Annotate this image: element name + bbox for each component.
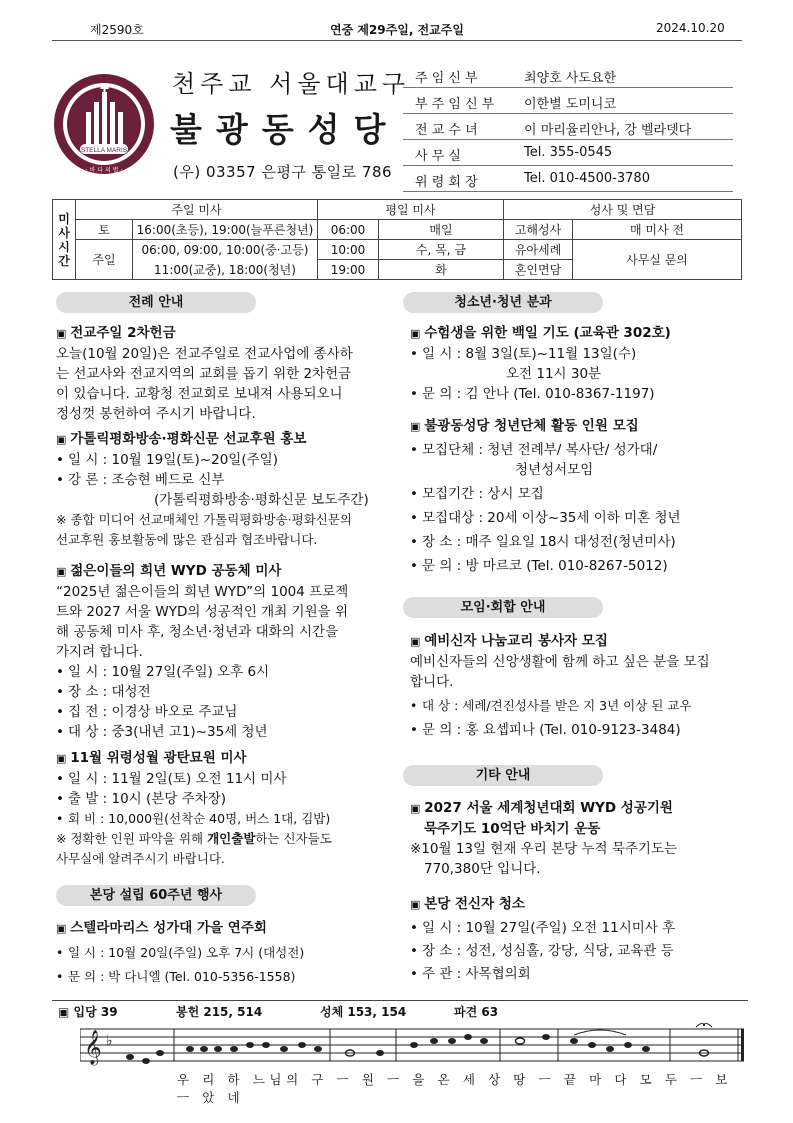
- sunday-label: 주일: [76, 240, 133, 280]
- staff-row: 부 주 임 신 부 이한별 도미니코: [403, 88, 733, 114]
- notice-wyd-rosary: ▣ 2027 서울 세계청년대회 WYD 성공기원 묵주기도 10억단 바치기 운동 ※10월 13일 현재 우리 본당 누적 묵주기도는 770,380단 입니다.: [410, 798, 740, 879]
- hymn-dismissal: 파견 63: [454, 1005, 499, 1019]
- parish-seal-logo: [52, 72, 156, 176]
- staff-row: 위 령 회 장 Tel. 010-4500-3780: [403, 166, 733, 192]
- weekday-mass-header: 평일 미사: [318, 200, 504, 220]
- staff-directory: [403, 62, 733, 192]
- section-pill-liturgy: 전례 안내: [56, 292, 256, 313]
- hymn-communion: 성체 153, 154: [320, 1005, 407, 1019]
- sacrament-value: 매 미사 전: [573, 220, 742, 240]
- notice-exam-prayer: ▣ 수험생을 위한 백일 기도 (교육관 302호) • 일 시 : 8월 3일(토)~11월 13일(수) 오전 11시 30분 • 문 의 : 김 안나 (Tel. 010-8367-1197): [410, 323, 740, 404]
- weekday-time: 10:00: [318, 240, 379, 260]
- notice-title: ▣ 스텔라마리스 성가대 가을 연주회: [56, 918, 386, 939]
- saturday-times: 16:00(초등), 19:00(늘푸른청년): [133, 220, 318, 240]
- liturgical-week: 연중 제29주일, 전교주일: [330, 23, 464, 37]
- weekday-day: 화: [379, 260, 504, 280]
- hymn-entrance: ▣ 입당 39: [58, 1005, 118, 1019]
- weekday-time: 19:00: [318, 260, 379, 280]
- notice-title: ▣ 가톨릭평화방송·평화신문 선교후원 홍보: [56, 429, 386, 450]
- hymn-section: [52, 1000, 748, 1105]
- logo-bottom-text: · 바 다 의 별 ·: [85, 167, 123, 174]
- notice-title: ▣ 11월 위령성월 광탄묘원 미사: [56, 748, 386, 769]
- section-pill-youth: 청소년·청년 분과: [403, 292, 603, 313]
- svg-text:𝄞: 𝄞: [84, 1030, 102, 1065]
- notice-title: ▣ 전교주일 2차헌금: [56, 323, 386, 344]
- sacrament-name: 고해성사: [504, 220, 573, 240]
- notice-cleaning: ▣ 본당 전신자 청소 • 일 시 : 10월 27일(주일) 오전 11시미사 후 • 장 소 : 성전, 성심홀, 강당, 식당, 교육관 등 • 주 관 : 사목협의회: [410, 894, 740, 984]
- weekday-day: 수, 목, 금: [379, 240, 504, 260]
- hymn-offertory: 봉헌 215, 514: [176, 1005, 263, 1019]
- svg-text:♭: ♭: [106, 1033, 113, 1049]
- sacrament-name: 혼인면담: [504, 260, 573, 280]
- sacrament-name: 유아세례: [504, 240, 573, 260]
- notice-title: ▣ 본당 전신자 청소: [410, 894, 740, 915]
- bulletin-header: [52, 18, 742, 41]
- saturday-label: 토: [76, 220, 133, 240]
- music-staff: [80, 1023, 748, 1069]
- archdiocese-name: 천주교 서울대교구: [172, 70, 411, 98]
- notice-youth-recruit: ▣ 불광동성당 청년단체 활동 인원 모집 • 모집단체 : 청년 전례부/ 복사단/ 성가대/ 청년성서모임 • 모집기간 : 상시 모집 • 모집대상 : 20세 이상~35세 이하 미혼 청년 • 장 소 : 매주 일요일 18시 대성전(청년미사) • 문 의 : 방 마르코 (Tel. 010-8267-5012): [410, 416, 740, 576]
- sunday-times: 11:00(교중), 18:00(청년): [133, 260, 318, 280]
- notice-november-mass: ▣ 11월 위령성월 광탄묘원 미사 • 일 시 : 11월 2일(토) 오전 11시 미사 • 출 발 : 10시 (본당 주차장) • 회 비 : 10,000원(선착순 40명, 버스 1대, 김밥) ※ 정확한 인원 파악을 위해 개인출발하는 신자들도 사무실에 알려주시기 바랍니다.: [56, 748, 386, 869]
- sunday-times: 06:00, 09:00, 10:00(중·고등): [133, 240, 318, 260]
- mass-schedule-table: [52, 199, 742, 280]
- sacrament-header: 성사 및 면담: [504, 200, 742, 220]
- hymn-lyrics: 우 리 하 느님의 구 ㅡ 원 ㅡ 을 온 세 상 땅 ㅡ 끝 마 다 모 두 ㅡ 보 ㅡ 았 네: [177, 1072, 732, 1105]
- logo-caption: STELLA MARIS: [80, 147, 128, 154]
- notice-cpbc-promo: ▣ 가톨릭평화방송·평화신문 선교후원 홍보 • 일 시 : 10월 19일(토)~20일(주일) • 강 론 : 조승현 베드로 신부 (가톨릭평화방송·평화신문 보도주간) ※ 종합 미디어 선교매체인 가톨릭평화방송·평화신문의 선교후원 홍보활동에 많은 관심과 협조바랍니다.: [56, 429, 386, 550]
- staff-row: 전 교 수 녀 이 마리율리안나, 강 벨라뎃다: [403, 114, 733, 140]
- schedule-side-label: 미사 시간: [53, 200, 76, 280]
- notice-title: ▣ 예비신자 나눔교리 봉사자 모집: [410, 631, 740, 652]
- section-pill-other: 기타 안내: [403, 765, 603, 786]
- sacrament-value: 사무실 문의: [573, 240, 742, 280]
- weekday-day: 매일: [379, 220, 504, 240]
- weekday-time: 06:00: [318, 220, 379, 240]
- section-pill-meetings: 모임·회합 안내: [403, 597, 603, 618]
- notice-choir-concert: ▣ 스텔라마리스 성가대 가을 연주회 • 일 시 : 10월 20일(주일) 오후 7시 (대성전) • 문 의 : 박 다니엘 (Tel. 010-5356-1558): [56, 918, 386, 987]
- parish-name: 불광동성당: [170, 110, 400, 149]
- notice-wyd-mass: ▣ 젊은이들의 희년 WYD 공동체 미사 “2025년 젊은이들의 희년 WYD”의 1004 프로젝 트와 2027 서울 WYD의 성공적인 개최 기원을 위 해 공동체 미사 후, 청소년·청년과 대화의 시간을 가지려 합니다. • 일 시 : 10월 27일(주일) 오후 6시 • 장 소 : 대성전 • 집 전 : 이경상 바오로 주교님 • 대 상 : 중3(내년 고1)~35세 청년: [56, 561, 386, 742]
- staff-row: 사 무 실 Tel. 355-0545: [403, 140, 733, 166]
- notice-catechist-recruit: ▣ 예비신자 나눔교리 봉사자 모집 예비신자들의 신앙생활에 함께 하고 싶은 분을 모집 합니다. • 대 상 : 세례/견진성사를 받은 지 3년 이상 된 교우 • 문 의 : 홍 요셉피나 (Tel. 010-9123-3484): [410, 631, 740, 740]
- notice-title: ▣ 불광동성당 청년단체 활동 인원 모집: [410, 416, 740, 437]
- notice-title: ▣ 수험생을 위한 백일 기도 (교육관 302호): [410, 323, 740, 344]
- notice-title: ▣ 2027 서울 세계청년대회 WYD 성공기원: [410, 798, 740, 819]
- issue-date: 2024.10.20: [656, 21, 725, 35]
- issue-number: 제2590호: [90, 23, 144, 37]
- parish-address: (우) 03357 은평구 통일로 786: [173, 163, 393, 181]
- notice-mission-collection: ▣ 전교주일 2차헌금 오늘(10월 20일)은 전교주일로 전교사업에 종사하 는 선교사와 전교지역의 교회를 돕기 위한 2차헌금 이 있습니다. 교황청 전교회로 보내져 사용되오니 정성껏 봉헌하여 주시기 바랍니다.: [56, 323, 386, 424]
- sunday-mass-header: 주일 미사: [76, 200, 318, 220]
- notice-title: ▣ 젊은이들의 희년 WYD 공동체 미사: [56, 561, 386, 582]
- staff-row: 주 임 신 부 최양호 사도요한: [403, 62, 733, 88]
- section-pill-anniversary: 본당 설립 60주년 행사: [56, 885, 256, 906]
